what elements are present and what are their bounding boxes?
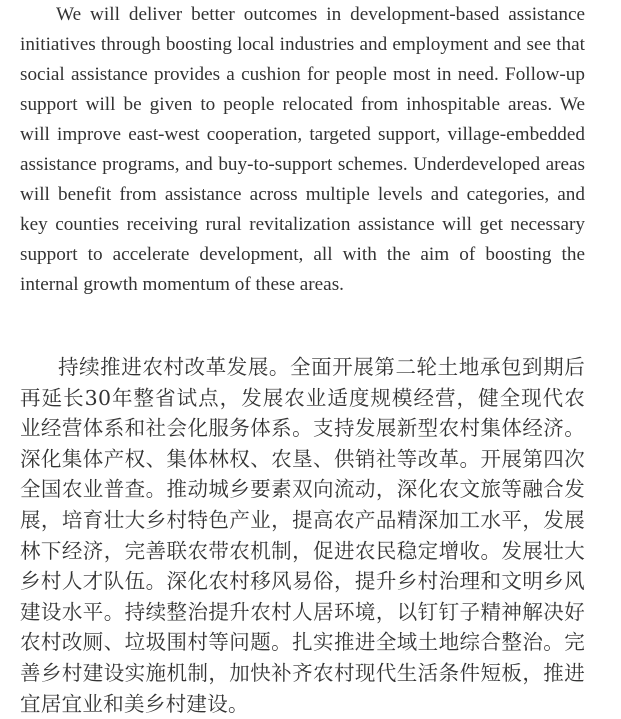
paragraph-chinese: 持续推进农村改革发展。全面开展第二轮土地承包到期后再延长30年整省试点，发展农业适度规模经营，健全现代农业经营体系和社会化服务体系。支持发展新型农村集体经济。深化集体产权、集体林权、农垦、供销社等改革。开展第四次全国农业普查。推动城乡要素双向流动，深化农文旅等融合发展，培育壮大乡村特色产业，提高农产品精深加工水平，发展林下经济，完善联农带农机制，促进农民稳定增收。发展壮大乡村人才队伍。深化农村移风易俗，提升乡村治理和文明乡风建设水平。持续整治提升农村人居环境，以钉钉子精神解决好农村改厕、垃圾围村等问题。扎实推进全域土地综合整治。完善乡村建设实施机制，加快补齐农村现代生活条件短板，推进宜居宜业和美乡村建设。 [20,355,585,716]
paragraph-english: We will deliver better outcomes in development-based assistance initiatives through boosting local industries and employment and see that social assistance provides a cushion for people most in need. Follow-up support will be given to people relocated from inhospitable areas. We will improve east-west cooperation, targeted support, village-embedded assistance programs, and buy-to-support schemes. Underdeveloped areas will benefit from assistance across multiple levels and categories, and key counties receiving rural revitalization assistance will get necessary support to accelerate development, all with the aim of boosting the internal growth momentum of these areas. [20,4,585,295]
article-body [20,0,585,719]
